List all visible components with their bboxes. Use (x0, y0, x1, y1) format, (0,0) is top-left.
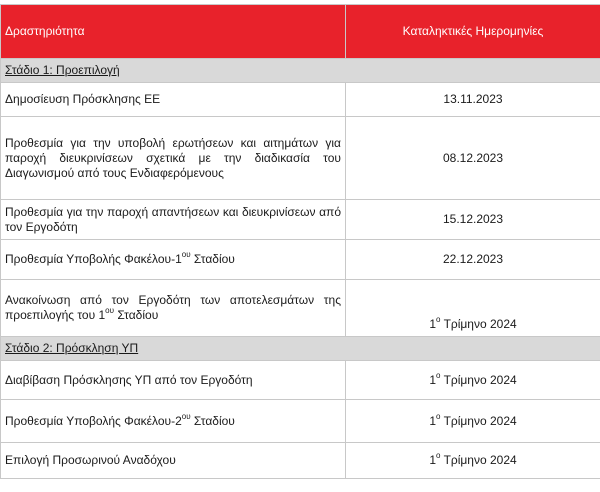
date-number: 1 (429, 317, 436, 331)
date-ordinal-suffix: ο (436, 370, 441, 380)
stage-2-row (1, 337, 600, 361)
table-row (1, 361, 600, 400)
date-cell (346, 280, 600, 337)
activity-text-end: Σταδίου (190, 413, 235, 428)
stage-1-row (1, 59, 600, 83)
schedule-table (0, 4, 600, 479)
date-number: 1 (429, 372, 436, 387)
ordinal-suffix: ου (105, 306, 114, 315)
activity-text: Προθεσμία Υποβολής Φακέλου-1 (5, 252, 182, 266)
activity-cell: Προθεσμία για την υποβολή ερωτήσεων και αιτημάτων για παροχή διευκρινίσεων σχετικά με την διαδικασία του Διαγωνισμού από τους Ενδιαφερόμενους (1, 117, 346, 200)
table-row (1, 83, 600, 117)
date-text: Τρίμηνο 2024 (440, 413, 517, 428)
date-cell: 22.12.2023 (346, 240, 600, 280)
table-row (1, 200, 600, 240)
activity-cell: Δημοσίευση Πρόσκλησης ΕΕ (1, 83, 346, 117)
date-cell: 08.12.2023 (346, 117, 600, 200)
date-text: Τρίμηνο 2024 (440, 317, 517, 331)
date-text: Τρίμηνο 2024 (440, 453, 517, 467)
table-row (1, 400, 600, 443)
activity-text: Προθεσμία Υποβολής Φακέλου-2 (5, 413, 182, 428)
dates-column-header: Καταληκτικές Ημερομηνίες (346, 5, 600, 59)
date-cell: 15.12.2023 (346, 200, 600, 240)
date-ordinal-suffix: ο (436, 451, 441, 460)
date-number: 1 (429, 453, 436, 467)
table-row (1, 443, 600, 479)
ordinal-suffix: ου (181, 250, 191, 259)
table-row (1, 117, 600, 200)
activity-text: Ανακοίνωση από τον Εργοδότη των αποτελεσμάτων της προεπιλογής του 1 (5, 293, 341, 322)
table-row (1, 240, 600, 280)
activity-cell (1, 280, 346, 337)
activity-cell: Διαβίβαση Πρόσκλησης ΥΠ από τον Εργοδότη (1, 361, 346, 400)
activity-cell (1, 240, 346, 280)
date-text: Τρίμηνο 2024 (440, 372, 517, 387)
date-cell (346, 400, 600, 443)
date-ordinal-suffix: ο (436, 411, 441, 421)
activity-column-header: Δραστηριότητα (1, 5, 346, 59)
date-number: 1 (429, 413, 436, 428)
activity-cell (1, 400, 346, 443)
activity-text-end: Σταδίου (114, 308, 159, 322)
stage-1-title: Στάδιο 1: Προεπιλογή (1, 59, 600, 83)
activity-cell: Επιλογή Προσωρινού Αναδόχου (1, 443, 346, 479)
ordinal-suffix: ου (181, 411, 191, 421)
header-row (1, 5, 600, 59)
stage-2-title: Στάδιο 2: Πρόσκληση ΥΠ (1, 337, 600, 361)
activity-text-end: Σταδίου (190, 252, 235, 266)
date-cell (346, 361, 600, 400)
date-cell: 13.11.2023 (346, 83, 600, 117)
date-cell (346, 443, 600, 479)
date-ordinal-suffix: ο (436, 315, 441, 324)
activity-cell: Προθεσμία για την παροχή απαντήσεων και διευκρινίσεων από τον Εργοδότη (1, 200, 346, 240)
table-row (1, 280, 600, 337)
